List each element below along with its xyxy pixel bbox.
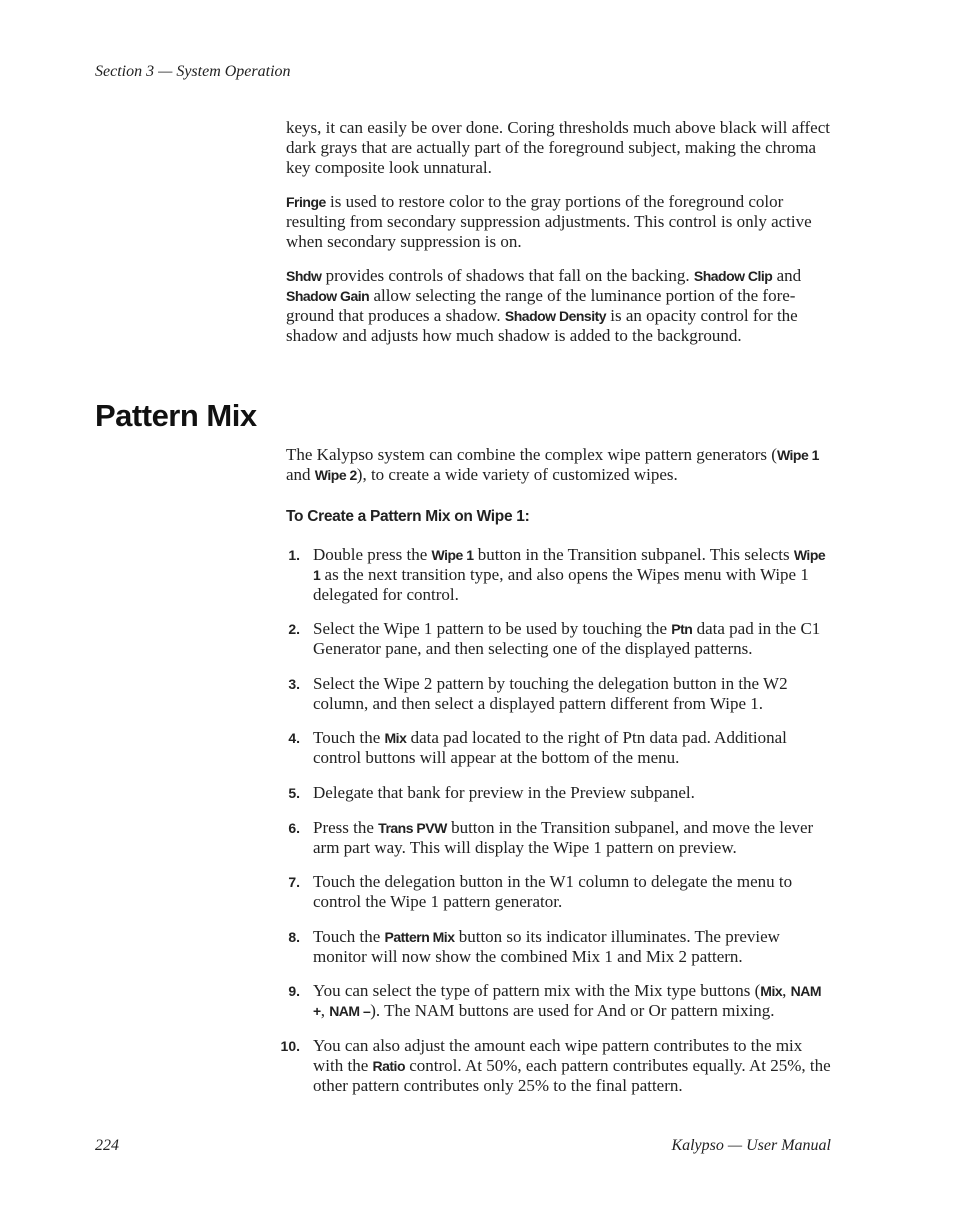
step-4 [270,728,831,768]
paragraph-text: is used to restore color to the gray portions of the foreground color resulting from secondary suppression adjustments. This control is only active when secondary suppression is on. [286,192,812,251]
step-number: 4. [288,730,300,746]
step-text: You can select the type of pattern mix with the Mix type buttons ( [313,981,761,1000]
paragraph-coring [286,118,831,178]
step-number: 8. [288,929,300,945]
step-1 [270,545,831,605]
term-ptn: Ptn [671,621,693,637]
term-trans-pvw: Trans PVW [378,820,447,836]
term-nam-plus: NAM + [313,983,822,1019]
step-text: You can also adjust the amount each wipe pattern contributes to the mix with the [313,1036,803,1075]
step-text: Double press the [313,545,432,564]
paragraph-shdw [286,266,831,346]
procedure-heading: To Create a Pattern Mix on Wipe 1: [286,508,530,525]
term-pattern-mix: Pattern Mix [384,929,455,945]
step-text: Touch the delegation button in the W1 column to delegate the menu to control the Wipe 1 pattern generator. [313,872,793,911]
step-number: 3. [288,676,300,692]
term-shadow-gain: Shadow Gain [286,288,370,304]
term-wipe-2: Wipe 2 [314,467,357,483]
step-text: control. At 50%, each pattern contributes equally. At 25%, the other pattern contributes only 25% to the final pattern. [313,1056,831,1095]
term-mix: Mix [760,983,783,999]
step-number: 10. [280,1038,300,1054]
step-2 [270,619,831,659]
step-number: 6. [288,820,300,836]
step-number: 7. [288,874,300,890]
term-shadow-clip: Shadow Clip [693,268,773,284]
step-number: 2. [288,621,300,637]
paragraph-text: allow selecting the range of the luminance portion of the fore-ground that produces a shadow. [286,286,796,325]
step-text: Delegate that bank for preview in the Preview subpanel. [313,783,695,802]
paragraph-text: and [772,266,802,285]
step-3 [270,674,831,714]
step-text: Select the Wipe 1 pattern to be used by touching the [313,619,672,638]
step-text: button in the Transition subpanel, and move the lever arm part way. This will display the Wipe 1 pattern on preview. [313,818,814,857]
step-5 [270,783,831,803]
term-wipe-1: Wipe 1 [431,547,474,563]
term-nam-minus: NAM – [329,1003,371,1019]
step-number: 5. [288,785,300,801]
term-fringe: Fringe [286,194,326,210]
section-intro [286,445,831,485]
step-text: , [320,1001,330,1020]
step-text: button in the Transition subpanel. This selects [473,545,794,564]
step-text: ). The NAM buttons are used for And or Or pattern mixing. [370,1001,775,1020]
section-title: Pattern Mix [95,398,257,433]
step-text: Touch the [313,728,385,747]
term-mix: Mix [384,730,407,746]
paragraph-text: and [286,465,315,484]
step-8 [270,927,831,967]
running-head: Section 3 — System Operation [95,63,291,80]
step-text: button so its indicator illuminates. The preview monitor will now show the combined Mix 1 and Mix 2 pattern. [313,927,780,966]
term-wipe-1: Wipe 1 [776,447,819,463]
step-number: 9. [288,983,300,999]
page-number: 224 [95,1137,119,1154]
step-text: Press the [313,818,379,837]
paragraph-fringe [286,192,831,252]
step-text: Select the Wipe 2 pattern by touching the delegation button in the W2 column, and then select a displayed pattern different from Wipe 1. [313,674,788,713]
term-wipe-1: Wipe 1 [313,547,826,583]
term-shdw: Shdw [286,268,322,284]
step-text: , [782,981,791,1000]
paragraph-text: is an opacity control for the shadow and adjusts how much shadow is added to the background. [286,306,798,345]
step-number: 1. [288,547,300,563]
step-10 [270,1036,831,1096]
manual-title: Kalypso — User Manual [671,1137,831,1154]
term-shadow-density: Shadow Density [504,308,607,324]
step-text: as the next transition type, and also opens the Wipes menu with Wipe 1 delegated for control. [313,565,809,604]
step-9 [270,981,831,1021]
paragraph-text: keys, it can easily be over done. Coring thresholds much above black will affect dark grays that are actually part of the foreground subject, making the chroma key composite look unnatural. [286,118,830,177]
step-text: Touch the [313,927,385,946]
step-6 [270,818,831,858]
paragraph-text: The Kalypso system can combine the complex wipe pattern generators ( [286,445,777,464]
step-text: data pad located to the right of Ptn data pad. Additional control buttons will appear at the bottom of the menu. [313,728,787,767]
step-text: data pad in the C1 Generator pane, and then selecting one of the displayed patterns. [313,619,821,658]
paragraph-text: ), to create a wide variety of customized wipes. [356,465,678,484]
paragraph-text: provides controls of shadows that fall on the backing. [321,266,694,285]
step-7 [270,872,831,912]
term-ratio: Ratio [372,1058,405,1074]
